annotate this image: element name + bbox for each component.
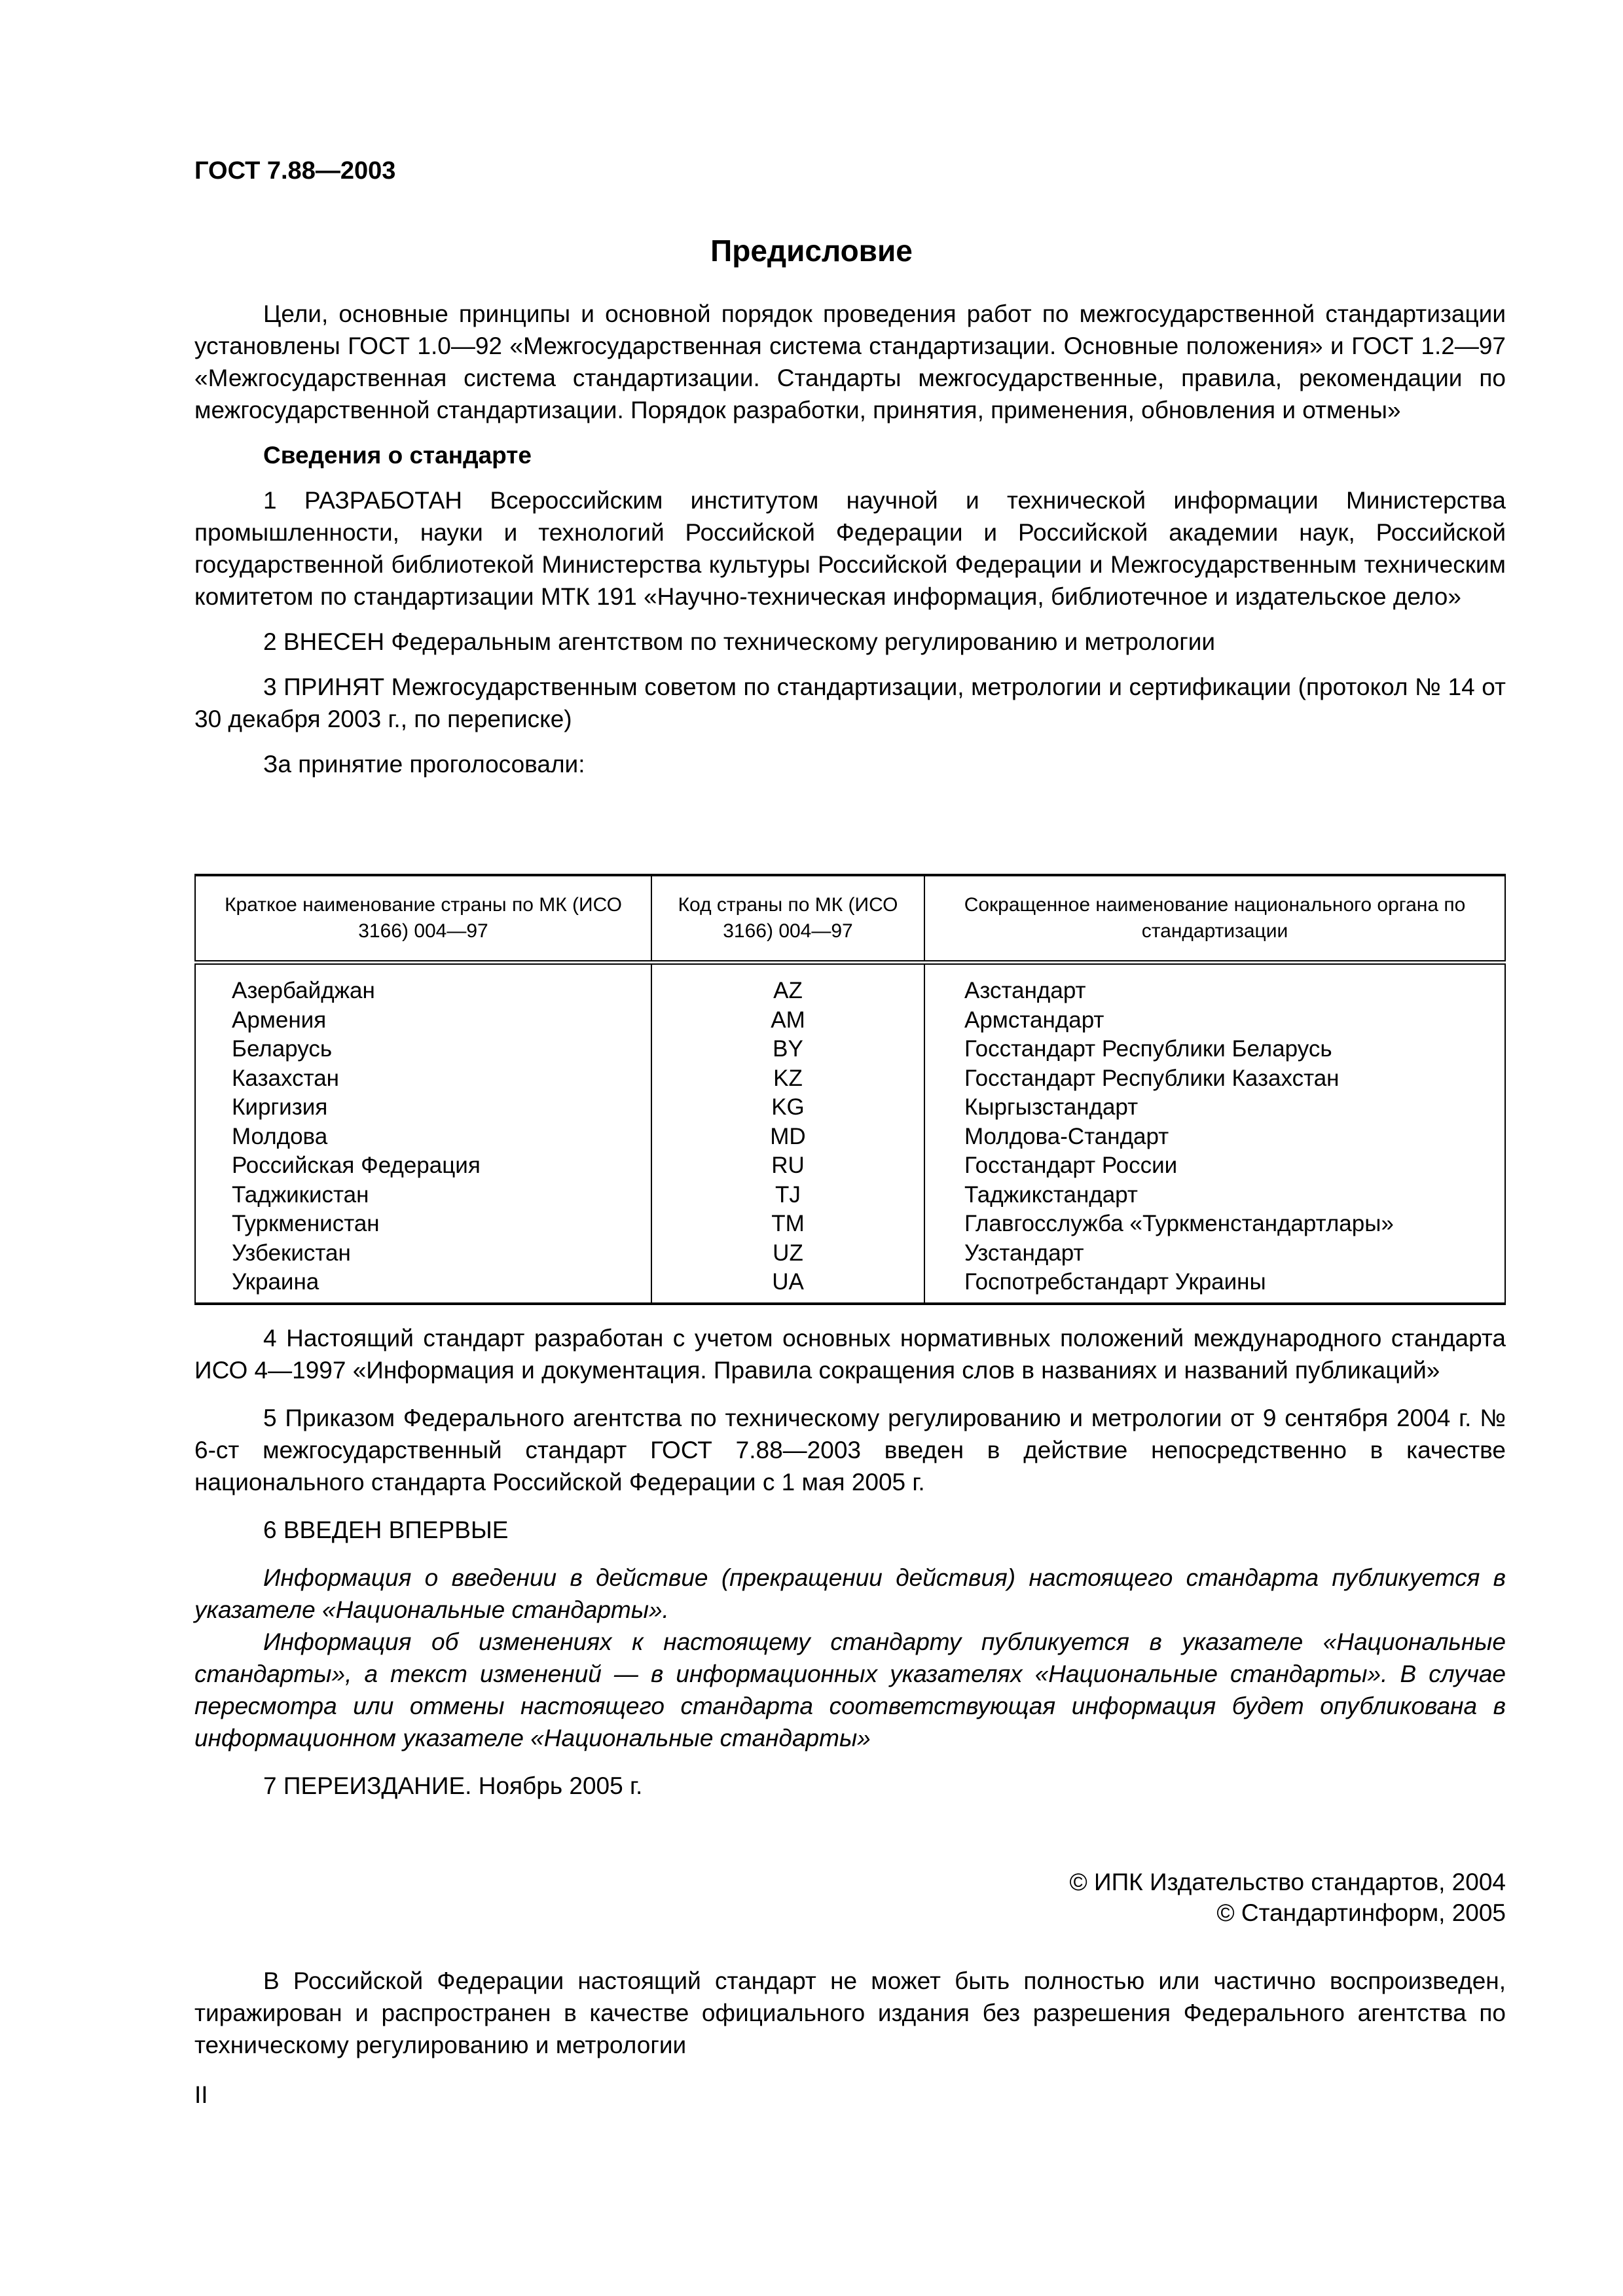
cell-code: AZ	[651, 963, 924, 1006]
cell-code: RU	[651, 1151, 924, 1181]
legal-section	[194, 1965, 1506, 2061]
cell-body: Кыргызстандарт	[924, 1093, 1505, 1122]
table-row	[195, 1239, 1505, 1268]
info-heading: Сведения о стандарте	[263, 442, 532, 469]
cell-country: Азербайджан	[195, 963, 651, 1006]
cell-country: Российская Федерация	[195, 1151, 651, 1181]
item-3: 3 ПРИНЯТ Межгосударственным советом по стандартизации, метрологии и сертификации (протокол № 14 от 30 декабря 2003 г., по переписке)	[194, 673, 1506, 732]
items-section	[194, 1322, 1506, 1802]
table-header-row	[195, 875, 1505, 963]
header-code: Код страны по МК (ИСО 3166) 004—97	[651, 875, 924, 963]
item-7: 7 ПЕРЕИЗДАНИЕ. Ноябрь 2005 г.	[263, 1772, 643, 1799]
cell-country: Киргизия	[195, 1093, 651, 1122]
page-title: Предисловие	[710, 234, 913, 268]
cell-country: Таджикистан	[195, 1181, 651, 1210]
cell-code: UZ	[651, 1239, 924, 1268]
item-4: 4 Настоящий стандарт разработан с учетом основных нормативных положений международного стандарта ИСО 4—1997 «Информация и документация. Правила сокращения слов в названиях и названий публикаций»	[194, 1325, 1506, 1384]
table-row	[195, 1122, 1505, 1152]
table-row	[195, 1268, 1505, 1304]
cell-country: Молдова	[195, 1122, 651, 1152]
table-row	[195, 963, 1505, 1006]
item-1: 1 РАЗРАБОТАН Всероссийским институтом научной и технической информации Министерства промышленности, науки и технологий Российской Федерации и Российской академии наук, Российской государственной библиотекой Министерства культуры Российской Федерации и Межгосударственным техническим комитетом по стандартизации МТК 191 «Научно-техническая информация, библиотечное и издательское дело»	[194, 487, 1506, 610]
cell-code: TJ	[651, 1181, 924, 1210]
table-row	[195, 1093, 1505, 1122]
cell-code: TM	[651, 1210, 924, 1239]
cell-country: Узбекистан	[195, 1239, 651, 1268]
cell-country: Армения	[195, 1006, 651, 1035]
cell-code: KZ	[651, 1064, 924, 1094]
cell-country: Туркменистан	[195, 1210, 651, 1239]
intro-paragraph: Цели, основные принципы и основной порядок проведения работ по межгосударственной стандартизации установлены ГОСТ 1.0—92 «Межгосударственная система стандартизации. Основные положения» и ГОСТ 1.2—97 «Межгосударственная система стандартизации. Стандарты межгосударственные, правила, рекомендации по межгосударственной стандартизации. Порядок разработки, принятия, применения, обновления и отмены»	[194, 300, 1506, 423]
cell-code: MD	[651, 1122, 924, 1152]
header-country: Краткое наименование страны по МК (ИСО 3166) 004—97	[195, 875, 651, 963]
cell-body: Госстандарт России	[924, 1151, 1505, 1181]
note-1: Информация о введении в действие (прекращении действия) настоящего стандарта публикуется в указателе «Национальные стандарты».	[194, 1564, 1506, 1623]
voted-label: За принятие проголосовали:	[263, 751, 585, 778]
item-5: 5 Приказом Федерального агентства по техническому регулированию и метрологии от 9 сентября 2004 г. № 6-ст межгосударственный стандарт ГОСТ 7.88—2003 введен в действие непосредственно в качестве национального стандарта Российской Федерации с 1 мая 2005 г.	[194, 1405, 1506, 1496]
table-row	[195, 1006, 1505, 1035]
copyright-line: © Стандартинформ, 2005	[1216, 1899, 1506, 1926]
item-2: 2 ВНЕСЕН Федеральным агентством по техническому регулированию и метрологии	[263, 628, 1216, 655]
cell-body: Узстандарт	[924, 1239, 1505, 1268]
cell-body: Таджикстандарт	[924, 1181, 1505, 1210]
cell-body: Главгосслужба «Туркменстандартлары»	[924, 1210, 1505, 1239]
cell-country: Беларусь	[195, 1035, 651, 1064]
table-row	[195, 1181, 1505, 1210]
legal-notice: В Российской Федерации настоящий стандарт не может быть полностью или частично воспроизведен, тиражирован и распространен в качестве официального издания без разрешения Федерального агентства по техническому регулированию и метрологии	[194, 1967, 1506, 2058]
cell-code: KG	[651, 1093, 924, 1122]
table-row	[195, 1035, 1505, 1064]
copyright-block	[1069, 1867, 1506, 1928]
cell-body: Азстандарт	[924, 963, 1505, 1006]
cell-body: Госстандарт Республики Казахстан	[924, 1064, 1505, 1094]
header-body: Сокращенное наименование национального органа по стандартизации	[924, 875, 1505, 963]
cell-code: BY	[651, 1035, 924, 1064]
note-2: Информация об изменениях к настоящему стандарту публикуется в указателе «Национальные стандарты», а текст изменений — в информационных указателях «Национальные стандарты». В случае пересмотра или отмены настоящего стандарта соответствующая информация будет опубликована в информационном указателе «Национальные стандарты»	[194, 1628, 1506, 1751]
cell-code: AM	[651, 1006, 924, 1035]
cell-body: Госстандарт Республики Беларусь	[924, 1035, 1505, 1064]
cell-body: Молдова-Стандарт	[924, 1122, 1505, 1152]
table-row	[195, 1151, 1505, 1181]
table-row	[195, 1064, 1505, 1094]
page-number: II	[194, 2081, 208, 2108]
cell-body: Армстандарт	[924, 1006, 1505, 1035]
cell-country: Украина	[195, 1268, 651, 1304]
preface-section	[194, 298, 1506, 780]
voting-table	[194, 874, 1506, 1305]
cell-code: UA	[651, 1268, 924, 1304]
cell-country: Казахстан	[195, 1064, 651, 1094]
copyright-line: © ИПК Издательство стандартов, 2004	[1069, 1869, 1506, 1895]
item-6: 6 ВВЕДЕН ВПЕРВЫЕ	[263, 1516, 509, 1543]
cell-body: Госпотребстандарт Украины	[924, 1268, 1505, 1304]
document-header: ГОСТ 7.88—2003	[194, 157, 396, 185]
table-row	[195, 1210, 1505, 1239]
